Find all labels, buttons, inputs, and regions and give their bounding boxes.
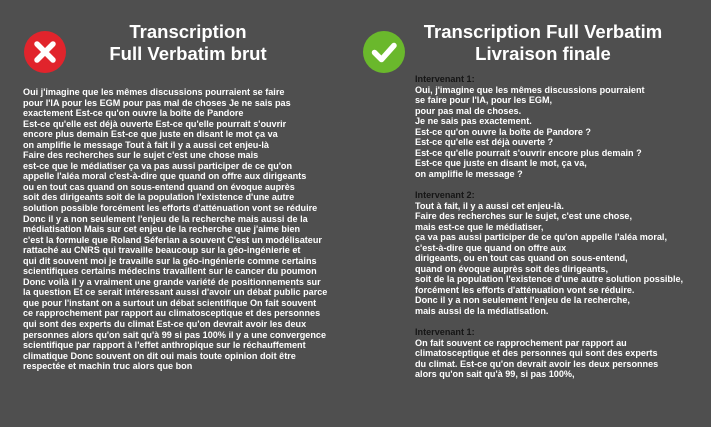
raw-transcription-text bbox=[23, 87, 358, 372]
transcript-line: mais aussi de la médiatisation. bbox=[415, 305, 549, 316]
final-transcription-title bbox=[408, 21, 678, 65]
transcript-line: solution possible forcément les efforts d'atténuation vont se réduire bbox=[23, 203, 318, 214]
transcript-line: personnes alors qu'on sait qu'à 99 si pas 100% il y a une convergence bbox=[23, 329, 327, 340]
final-transcription-panel bbox=[362, 0, 711, 427]
speaker-label: Intervenant 1: bbox=[415, 74, 475, 84]
transcript-line: la question Et ce serait intéressant aussi d'avoir un débat public parce bbox=[23, 287, 328, 298]
transcript-line: ce rapprochement par rapport au climatosceptique et des personnes bbox=[23, 308, 321, 319]
block-spacer bbox=[415, 317, 711, 328]
title-line: Full Verbatim brut bbox=[109, 43, 267, 64]
transcript-line: forcément les efforts d'atténuation vont se réduire. bbox=[415, 284, 635, 295]
transcript-line: Je ne sais pas exactement. bbox=[415, 116, 532, 127]
transcript-line: Faire des recherches sur le sujet c'est une chose mais bbox=[23, 150, 259, 161]
transcript-line: dirigeants, ou en tout cas quand on sous-entend, bbox=[415, 253, 628, 264]
transcript-line: pour pas mal de choses. bbox=[415, 105, 522, 116]
final-transcription-text bbox=[415, 74, 711, 380]
title-line: Livraison finale bbox=[475, 43, 611, 64]
transcript-line: climatosceptique et des personnes qui sont des experts bbox=[415, 348, 658, 359]
transcript-line: du climat. Est-ce qu'on devrait avoir les deux personnes bbox=[415, 358, 659, 369]
transcript-line: exactement Est-ce qu'on ouvre la boîte de Pandore bbox=[23, 108, 244, 119]
transcript-line: alors qu'on sait qu'à 99, si pas 100%, bbox=[415, 369, 575, 380]
transcript-line: pour l'IA pour les EGM pour pas mal de choses Je ne sais pas bbox=[23, 97, 291, 108]
title-line: Transcription Full Verbatim bbox=[423, 21, 663, 42]
transcript-line: climatique Donc souvent on dit oui mais toute opinion doit être bbox=[23, 350, 296, 361]
transcript-line: soit de la population l'existence d'une autre solution possible, bbox=[415, 274, 684, 285]
transcript-line: qui dit souvent moi je travaille sur la géo-ingénierie comme certains bbox=[23, 255, 317, 266]
transcript-line: Donc voilà il y a vraiment une grande variété de positionnements sur bbox=[23, 276, 321, 287]
raw-transcription-title bbox=[70, 21, 306, 65]
transcript-line: Est-ce qu'elle est déjà ouverte Est-ce qu'elle pourrait s'ouvrir bbox=[23, 118, 287, 129]
transcript-line: est-ce que le médiatiser ça va pas aussi participer de ce qu'on bbox=[23, 160, 293, 171]
transcript-line: mais est-ce que le médiatiser, bbox=[415, 221, 544, 232]
transcript-line: scientifiques certains médecins travaillent sur le cancer du poumon bbox=[23, 266, 317, 277]
speaker-label: Intervenant 2: bbox=[415, 189, 475, 200]
transcript-line: Oui, j'imagine que les mêmes discussions pourraient bbox=[415, 84, 645, 95]
transcript-line: scientifique par rapport à l'effet anthropique sur le réchauffement bbox=[23, 340, 306, 351]
transcript-line: Est-ce qu'on ouvre la boîte de Pandore ? bbox=[415, 126, 591, 137]
transcript-line: c'est la formule que Roland Séferian a souvent C'est un modélisateur bbox=[23, 234, 322, 245]
title-line: Transcription bbox=[129, 21, 247, 42]
transcript-line: respectée et machin truc alors que bon bbox=[23, 361, 193, 372]
transcript-line: Tout à fait, il y a aussi cet enjeu-là. bbox=[415, 200, 564, 211]
transcript-line: soit des dirigeants soit de la population l'existence d'une autre bbox=[23, 192, 295, 203]
transcript-line: ça va pas aussi participer de ce qu'on appelle l'aléa moral, bbox=[415, 232, 667, 243]
transcript-line: on amplifie le message ? bbox=[415, 168, 523, 179]
transcript-line: c'est-à-dire que quand on offre aux bbox=[415, 242, 567, 253]
block-spacer bbox=[415, 179, 711, 190]
speaker-label: Intervenant 1: bbox=[415, 327, 475, 338]
check-icon bbox=[363, 31, 405, 73]
transcript-line: Donc il y a non seulement l'enjeu de la recherche, bbox=[415, 295, 630, 306]
transcript-line: se faire pour l'IA, pour les EGM, bbox=[415, 95, 553, 106]
cross-icon bbox=[24, 31, 66, 73]
transcript-line: quand on évoque auprès soit des dirigeants, bbox=[415, 263, 609, 274]
transcript-line: encore plus demain Est-ce que juste en disant le mot ça va bbox=[23, 129, 278, 140]
transcript-line: on amplifie le message Tout à fait il y a aussi cet enjeu-là bbox=[23, 139, 269, 150]
transcript-line: appelle l'aléa moral c'est-à-dire que quand on offre aux dirigeants bbox=[23, 171, 307, 182]
transcript-line: Est-ce qu'elle pourrait s'ouvrir encore plus demain ? bbox=[415, 147, 642, 158]
transcript-line: On fait souvent ce rapprochement par rapport au bbox=[415, 337, 627, 348]
transcript-line: qui sont des experts du climat Est-ce qu'on devrait avoir les deux bbox=[23, 319, 307, 330]
transcript-line: rattaché au CNRS qui travaille beaucoup sur la géo-ingénierie et bbox=[23, 245, 301, 256]
transcript-line: médiatisation Mais sur cet enjeu de la recherche que j'aime bien bbox=[23, 224, 301, 235]
transcript-line: Est-ce que juste en disant le mot, ça va, bbox=[415, 158, 587, 169]
transcript-line: ou en tout cas quand on sous-entend quand on évoque auprès bbox=[23, 181, 295, 192]
transcript-line: Est-ce qu'elle est déjà ouverte ? bbox=[415, 137, 554, 148]
transcript-line: Donc il y a non seulement l'enjeu de la recherche mais aussi de la bbox=[23, 213, 308, 224]
transcript-line: Faire des recherches sur le sujet, c'est une chose, bbox=[415, 211, 632, 222]
transcript-line: Oui j'imagine que les mêmes discussions pourraient se faire bbox=[23, 87, 285, 97]
transcript-line: que pour l'instant on a surtout un débat scientifique On fait souvent bbox=[23, 297, 317, 308]
